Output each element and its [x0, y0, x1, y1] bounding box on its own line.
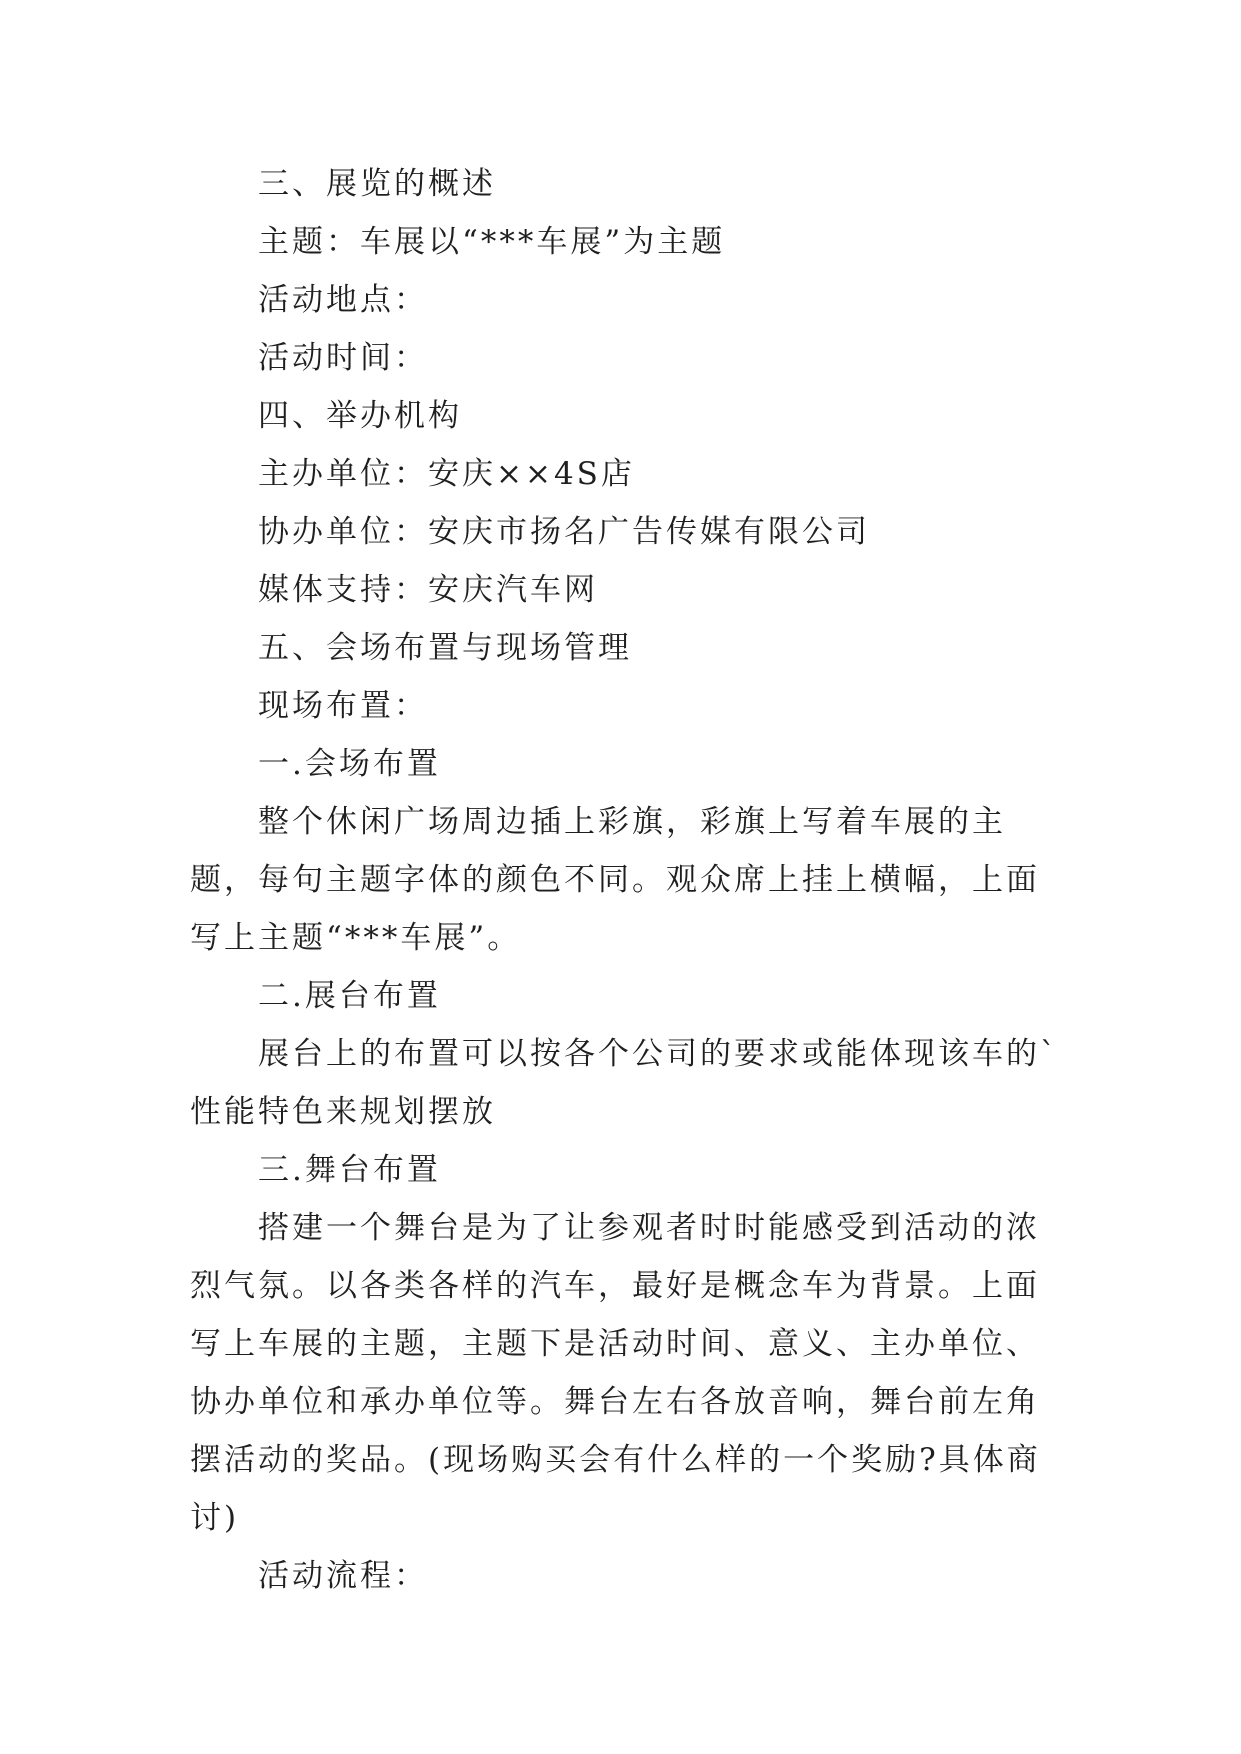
stage-layout-paragraph: 搭建一个舞台是为了让参观者时时能感受到活动的浓烈气氛。以各类各样的汽车，最好是概念车为背景。上面写上车展的主题，主题下是活动时间、意义、主办单位、协办单位和承办单位等。舞台左右各放音响，舞台前左角摆活动的奖品。(现场购买会有什么样的一个奖励?具体商讨)	[190, 1210, 1041, 1536]
host-line: 主办单位：安庆××4S店	[258, 456, 635, 492]
venue-layout-paragraph: 整个休闲广场周边插上彩旗，彩旗上写着车展的主题，每句主题字体的颜色不同。观众席上挂上横幅，上面写上主题“***车展”。	[190, 804, 1040, 956]
venue-line: 活动地点：	[258, 282, 428, 318]
time-line: 活动时间：	[258, 340, 428, 376]
section-heading-exhibition-overview: 三、展览的概述	[258, 166, 496, 202]
co-organizer-line: 协办单位：安庆市扬名广告传媒有限公司	[258, 514, 870, 550]
section-heading-organizers: 四、举办机构	[258, 398, 462, 434]
subheading-booth-layout: 二.展台布置	[258, 978, 441, 1014]
document-body	[190, 155, 1060, 1605]
subheading-venue-layout: 一.会场布置	[258, 746, 441, 782]
theme-line: 主题：车展以“***车展”为主题	[258, 224, 726, 260]
section-heading-venue-layout: 五、会场布置与现场管理	[258, 630, 632, 666]
subheading-stage-layout: 三.舞台布置	[258, 1152, 441, 1188]
media-support-line: 媒体支持：安庆汽车网	[258, 572, 598, 608]
site-layout-label: 现场布置：	[258, 688, 428, 724]
booth-layout-paragraph: 展台上的布置可以按各个公司的要求或能体现该车的`性能特色来规划摆放	[190, 1036, 1059, 1130]
activity-process-label: 活动流程：	[258, 1558, 428, 1594]
